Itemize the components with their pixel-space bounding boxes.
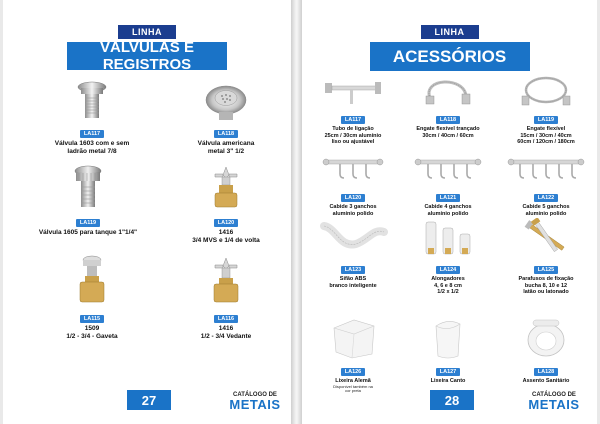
product-desc-line: 1416 (218, 325, 234, 332)
product-desc-line: 1/2 - 3/4 - Gaveta (66, 332, 118, 340)
product-desc-line: Cabide 3 ganchos (329, 204, 377, 210)
product-code: LA116 (214, 315, 238, 323)
product-code: LA121 (436, 194, 461, 202)
american-valve-image (204, 80, 248, 122)
product-desc-line: Engate flexível trançado (416, 126, 480, 132)
page-number: 27 (127, 390, 171, 410)
product-desc-line: Parafusos de fixação (518, 276, 574, 282)
product-desc-line: 3/4 MVS e 1/4 de volta (192, 236, 260, 244)
product-desc-line: Lixeira Canto (430, 378, 466, 384)
linha-tag: LINHA (421, 25, 479, 39)
brand-name: METAIS (229, 397, 281, 412)
product-card (498, 316, 594, 385)
register-valve-image (209, 165, 243, 211)
product-card (307, 316, 399, 394)
product-code: LA123 (341, 266, 366, 274)
product-code: LA117 (80, 130, 104, 138)
product-code: LA119 (534, 116, 558, 124)
product-desc-line: branco inteligente (329, 282, 377, 289)
product-code: LA128 (534, 368, 559, 376)
product-code: LA118 (436, 116, 460, 124)
sealing-valve-image (209, 255, 243, 307)
brand-name: METAIS (528, 397, 580, 412)
tank-valve-image (68, 165, 108, 211)
product-desc-line: 60cm / 120cm / 180cm (517, 139, 575, 146)
product-desc-line: 1509 (84, 325, 100, 332)
product-card (400, 218, 496, 296)
product-desc-line: ladrão metal 7/8 (67, 147, 117, 155)
section-title: ACESSÓRIOS (370, 42, 530, 71)
left-page (3, 0, 291, 424)
page-number: 28 (430, 390, 474, 410)
right-header (302, 22, 597, 71)
product-note-line: Disponível também na (333, 383, 373, 389)
product-desc-line: 25cm / 30cm alumínio (324, 132, 382, 139)
product-desc-line: 30cm / 40cm / 60cm (422, 132, 474, 139)
product-code: LA118 (214, 130, 238, 138)
product-card (307, 218, 399, 289)
product-desc-line: 1416 (218, 229, 234, 236)
product-desc-line: alumínio polido (525, 210, 567, 217)
catalog-brand (225, 392, 285, 411)
catalog-label: CATÁLOGO DE (233, 392, 277, 398)
product-card (400, 152, 496, 217)
product-desc-line: Válvula 1603 com e sem (54, 140, 130, 147)
connection-tube-image (323, 74, 383, 108)
braided-hose-image (418, 74, 478, 108)
product-card (400, 316, 496, 385)
product-desc-line: Cabide 4 ganchos (424, 204, 472, 210)
fixing-screws-image (516, 218, 576, 258)
product-card (498, 74, 594, 146)
product-note-line: cor preta (345, 388, 361, 394)
product-desc-line: latão ou latonado (523, 289, 569, 296)
product-card (37, 80, 147, 156)
product-desc-line: Alongadores (431, 276, 465, 282)
product-desc-line: 1/2 - 3/4 Vedante (200, 332, 252, 340)
hanger-4-hooks-image (412, 152, 484, 186)
toilet-seat-image (523, 316, 569, 360)
product-code: LA115 (80, 315, 104, 323)
hanger-3-hooks-image (320, 152, 386, 186)
product-card (307, 74, 399, 146)
product-desc-line: liso ou ajustável (331, 139, 375, 146)
right-page (302, 0, 597, 424)
product-code: LA125 (534, 266, 559, 274)
siphon-image (318, 218, 388, 258)
product-code: LA117 (341, 116, 365, 124)
product-desc-line: metal 3" 1/2 (207, 147, 245, 155)
trash-bin-image (328, 316, 378, 360)
product-desc-line: Tubo de ligação (332, 126, 374, 132)
product-desc-line: 15cm / 30cm / 40cm (520, 132, 572, 139)
corner-bin-image (430, 316, 466, 360)
product-card (171, 255, 281, 341)
product-code: LA124 (436, 266, 461, 274)
extenders-image (418, 218, 478, 258)
product-desc-line: Válvula 1605 para tanque 1"1/4" (38, 229, 138, 236)
product-card (498, 218, 594, 296)
left-header (3, 22, 291, 73)
product-desc-line: Lixeira Alemã (335, 378, 371, 384)
product-card (37, 255, 147, 341)
product-card (171, 80, 281, 156)
catalog-label: CATÁLOGO DE (532, 392, 576, 398)
product-card (171, 165, 281, 245)
catalog-brand (524, 392, 584, 411)
product-desc-line: bucha 8, 10 e 12 (524, 282, 568, 289)
product-card (23, 165, 153, 237)
product-desc-line: 1/2 x 1/2 (437, 289, 459, 296)
product-code: LA119 (76, 219, 100, 227)
product-desc-line: Assento Sanitário (522, 378, 570, 384)
gate-valve-image (75, 255, 109, 307)
drain-valve-image (72, 80, 112, 122)
product-card (498, 152, 594, 217)
linha-tag: LINHA (118, 25, 176, 39)
product-code: LA120 (214, 219, 239, 227)
product-code: LA122 (534, 194, 559, 202)
product-desc-line: Válvula americana (197, 140, 255, 147)
product-desc-line: Engate flexível (526, 126, 566, 132)
product-desc-line: Cabide 5 ganchos (522, 204, 570, 210)
product-desc-line: Sifão ABS (339, 276, 367, 282)
product-desc-line: alumínio polido (332, 210, 374, 217)
flexible-hose-image (516, 74, 576, 108)
product-code: LA126 (341, 368, 366, 376)
section-title: VÁLVULAS E REGISTROS (67, 42, 227, 70)
product-code: LA120 (341, 194, 366, 202)
product-desc-line: 4, 6 e 8 cm (434, 282, 462, 289)
product-card (400, 74, 496, 139)
hanger-5-hooks-image (506, 152, 586, 186)
product-card (307, 152, 399, 217)
product-code: LA127 (436, 368, 461, 376)
book-gutter (291, 0, 302, 424)
product-desc-line: alumínio polido (427, 210, 469, 217)
